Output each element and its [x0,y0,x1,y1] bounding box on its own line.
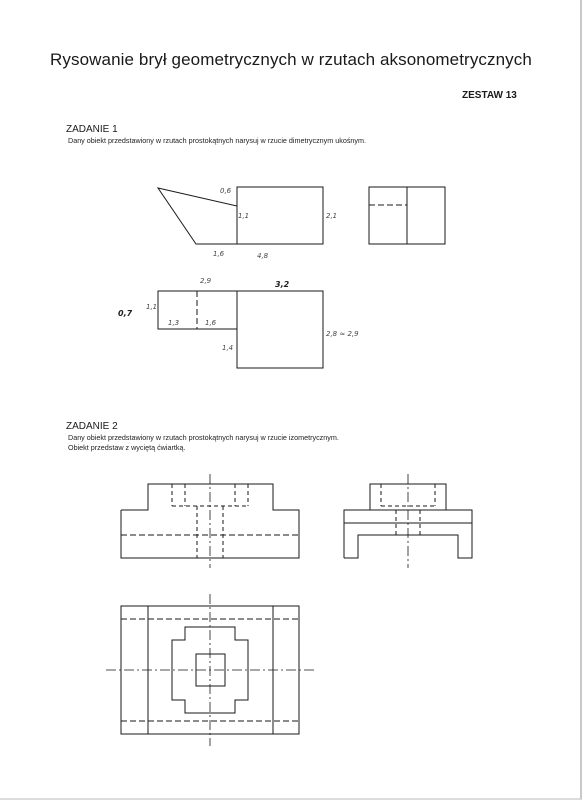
task1-description: Dany obiekt przedstawiony w rzutach prostokątnych narysuj w rzucie dimetrycznym ukośnym. [68,136,366,145]
annotation-0-6: 0,6 [220,187,232,195]
task2-front-view [121,474,299,568]
task1-heading: ZADANIE 1 [66,124,118,135]
annotation-1-3: 1,3 [168,319,180,327]
set-label: ZESTAW 13 [462,90,517,101]
annotation-1-1-top: 1,1 [146,303,158,311]
task2-description-line2: Obiekt przedstaw z wyciętą ćwiartką. [68,443,186,452]
annotation-0-7: 0,7 [118,309,133,318]
task2-top-view [106,594,314,746]
annotation-1-6-front: 1,6 [213,250,225,258]
annotation-1-1: 1,1 [238,212,250,220]
task2-heading: ZADANIE 2 [66,421,118,432]
page-title: Rysowanie brył geometrycznych w rzutach aksonometrycznych [50,50,532,69]
annotation-1-4: 1,4 [222,344,234,352]
annotation-4-8: 4,8 [257,252,269,260]
task1-top-view [158,291,323,368]
annotation-3-2: 3,2 [275,280,290,289]
task2-side-view [344,474,472,568]
task1-side-view [369,187,445,244]
annotation-2-1: 2,1 [326,212,338,220]
annotation-2-9: 2,9 [200,277,212,285]
annotation-2-8: 2,8 ≈ 2,9 [326,330,359,338]
task2-description-line1: Dany obiekt przedstawiony w rzutach prostokątnych narysuj w rzucie izometrycznym. [68,433,339,442]
annotation-1-6-top: 1,6 [205,319,217,327]
